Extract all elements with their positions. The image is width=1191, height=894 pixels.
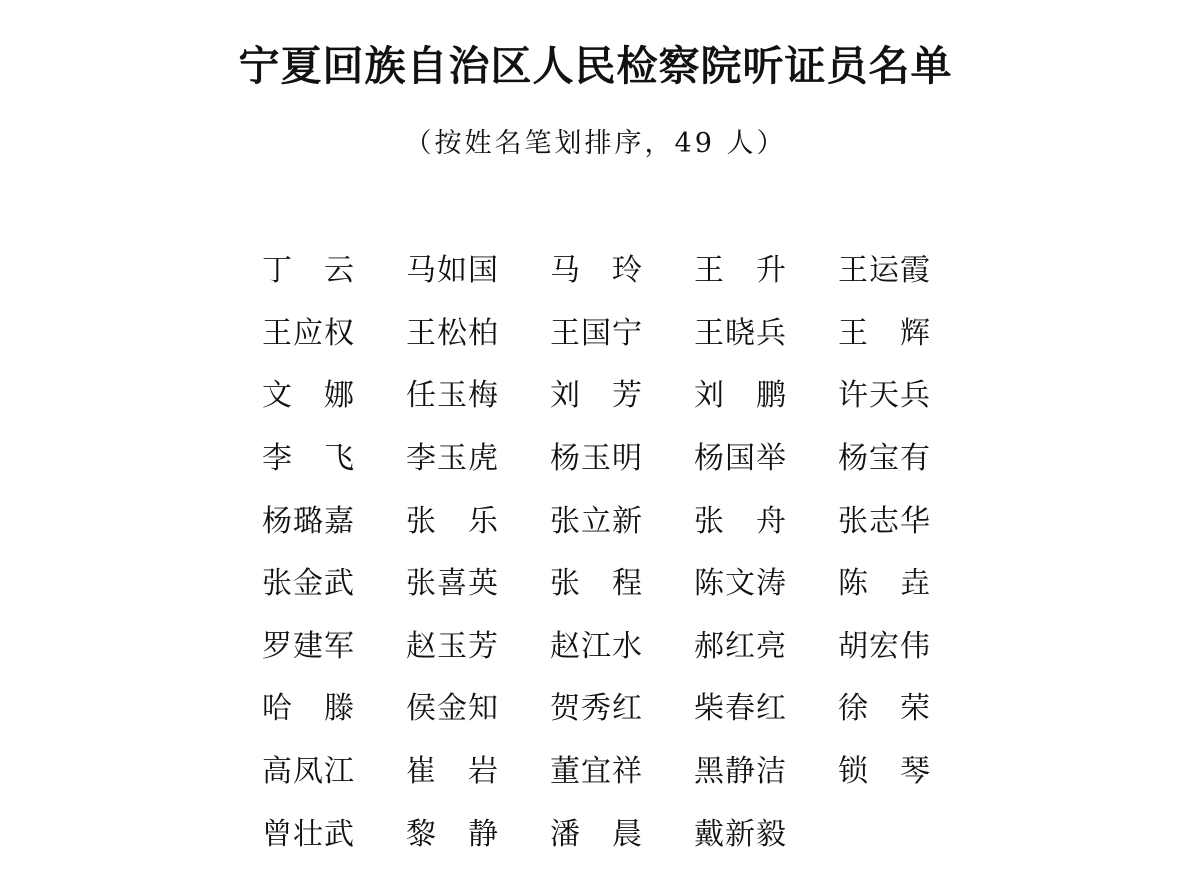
name-entry: 张 志 华 — [838, 503, 930, 539]
name-entry: 王 晓 兵 — [694, 315, 786, 351]
name-entry: 王 辉 — [838, 315, 930, 351]
name-entry: 张 立 新 — [550, 503, 642, 539]
name-list — [262, 240, 982, 866]
name-entry: 杨 玉 明 — [550, 441, 642, 477]
name-entry: 潘 晨 — [550, 816, 642, 852]
name-entry: 任 玉 梅 — [406, 378, 498, 414]
name-entry: 王 升 — [694, 253, 786, 289]
name-entry: 崔 岩 — [406, 754, 498, 790]
name-entry: 戴 新 毅 — [694, 816, 786, 852]
name-entry: 张 舟 — [694, 503, 786, 539]
name-entry: 王 应 权 — [262, 315, 354, 351]
name-entry: 李 飞 — [262, 441, 354, 477]
name-entry: 张 程 — [550, 566, 642, 602]
name-entry: 赵 江 水 — [550, 628, 642, 664]
name-entry: 哈 滕 — [262, 691, 354, 727]
name-entry: 许 天 兵 — [838, 378, 930, 414]
name-entry: 高 凤 江 — [262, 754, 354, 790]
name-entry: 郝 红 亮 — [694, 628, 786, 664]
name-entry: 张 金 武 — [262, 566, 354, 602]
name-entry: 罗 建 军 — [262, 628, 354, 664]
name-entry: 杨 国 举 — [694, 441, 786, 477]
name-entry: 文 娜 — [262, 378, 354, 414]
name-entry: 张 喜 英 — [406, 566, 498, 602]
document-title: 宁夏回族自治区人民检察院听证员名单 — [238, 42, 953, 90]
name-entry: 贺 秀 红 — [550, 691, 642, 727]
name-entry: 李 玉 虎 — [406, 441, 498, 477]
name-entry: 张 乐 — [406, 503, 498, 539]
name-entry: 曾 壮 武 — [262, 816, 354, 852]
name-entry: 锁 琴 — [838, 754, 930, 790]
name-entry: 胡 宏 伟 — [838, 628, 930, 664]
name-entry: 马 如 国 — [406, 253, 498, 289]
name-entry: 陈 垚 — [838, 566, 930, 602]
name-entry: 杨 璐 嘉 — [262, 503, 354, 539]
document-subtitle: （按姓名笔划排序，49 人） — [404, 128, 787, 159]
name-entry: 王 国 宁 — [550, 315, 642, 351]
name-entry: 陈 文 涛 — [694, 566, 786, 602]
name-entry: 丁 云 — [262, 253, 354, 289]
name-entry: 柴 春 红 — [694, 691, 786, 727]
name-entry: 赵 玉 芳 — [406, 628, 498, 664]
name-entry: 董 宜 祥 — [550, 754, 642, 790]
name-entry: 王 运 霞 — [838, 253, 930, 289]
name-entry: 王 松 柏 — [406, 315, 498, 351]
name-entry: 杨 宝 有 — [838, 441, 930, 477]
name-entry: 徐 荣 — [838, 691, 930, 727]
name-entry: 黑 静 洁 — [694, 754, 786, 790]
name-entry: 黎 静 — [406, 816, 498, 852]
name-entry: 刘 鹏 — [694, 378, 786, 414]
name-entry: 侯 金 知 — [406, 691, 498, 727]
name-entry: 刘 芳 — [550, 378, 642, 414]
name-entry: 马 玲 — [550, 253, 642, 289]
